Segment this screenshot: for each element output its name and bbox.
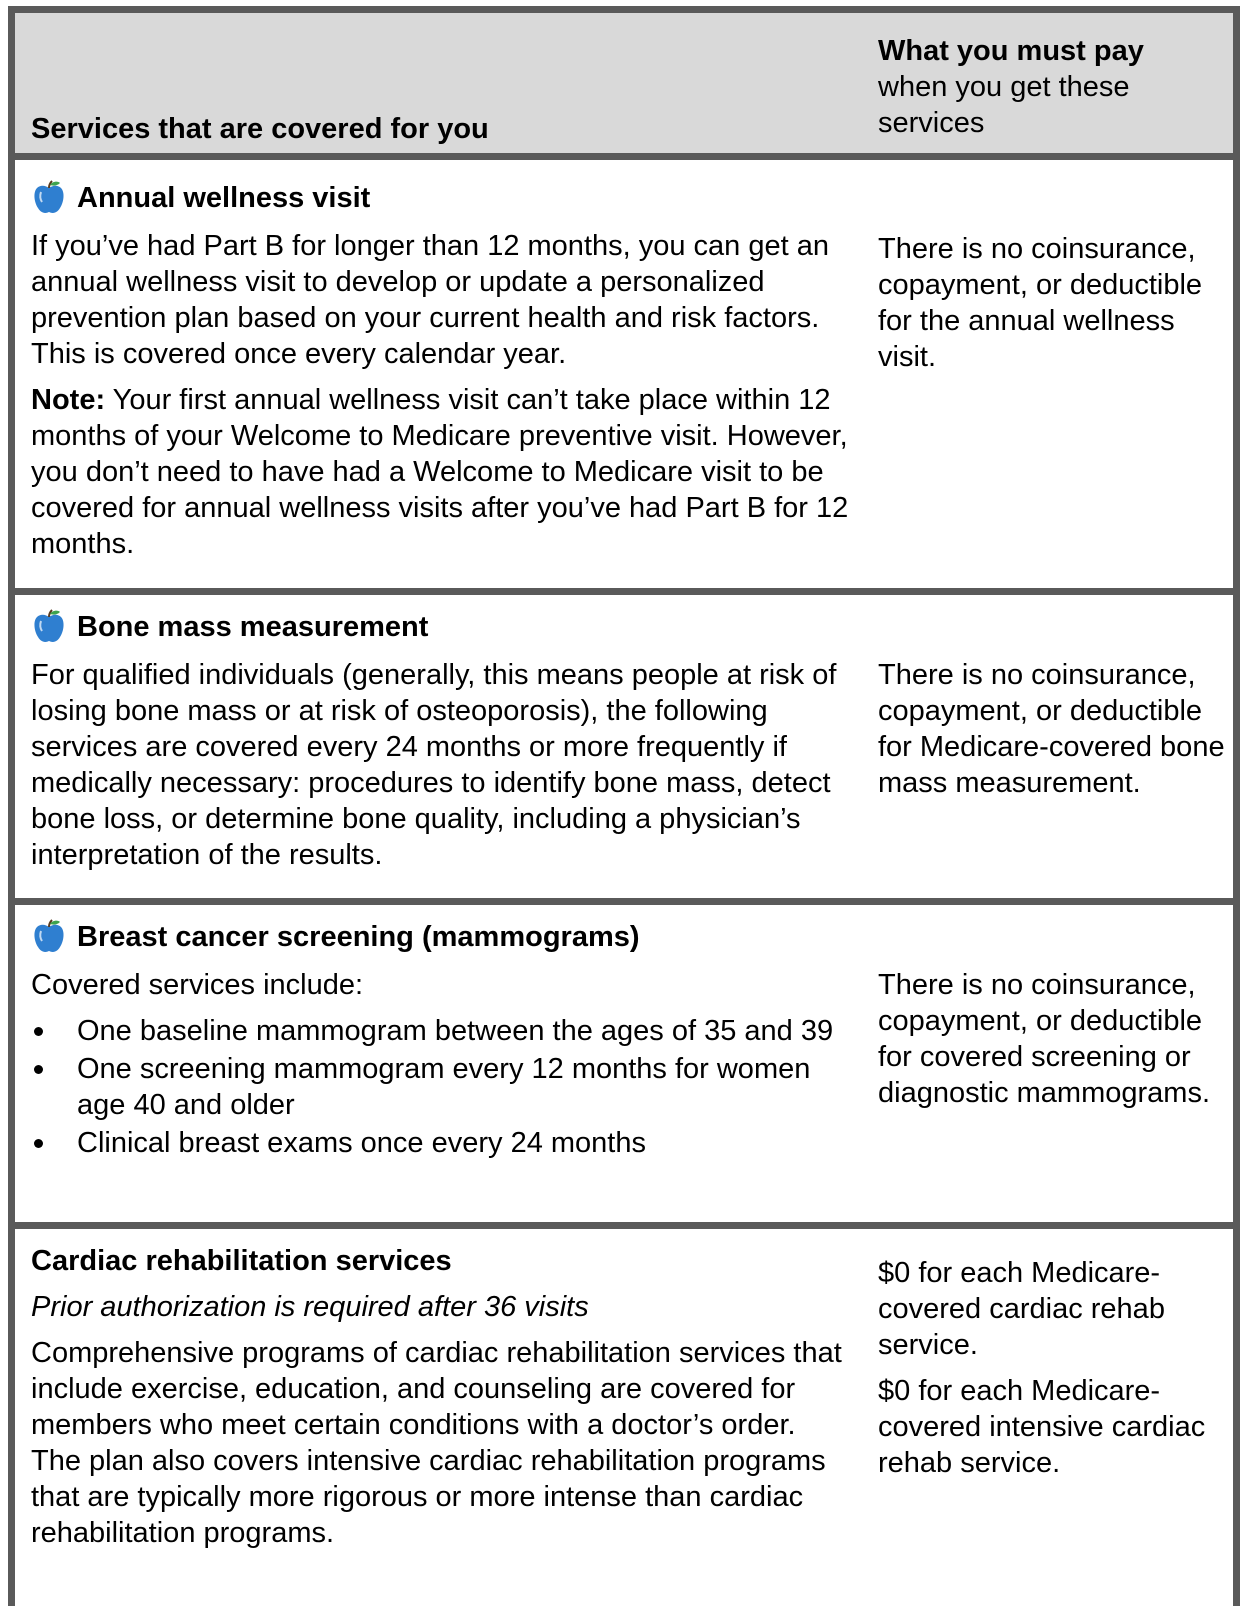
pay-cell (878, 657, 1228, 801)
list-item: One baseline mammogram between the ages of 35 and 39 (31, 1013, 851, 1049)
service-cell (31, 1243, 851, 1551)
pay-cell (878, 967, 1228, 1111)
service-description: If you’ve had Part B for longer than 12 months, you can get an annual wellness visit to develop or update a personalized prevention plan based on your current health and risk factors. This is covered once every calendar year. (31, 230, 829, 370)
pay-column-header-bold: What you must pay (878, 35, 1144, 67)
service-title: Breast cancer screening (mammograms) (31, 919, 851, 955)
pay-text: $0 for each Medicare-covered cardiac rehab service. (878, 1257, 1165, 1361)
pay-text: There is no coinsurance, copayment, or deductible for Medicare-covered bone mass measurement. (878, 659, 1225, 799)
service-cell (31, 609, 851, 873)
list-item: One screening mammogram every 12 months for women age 40 and older (31, 1051, 851, 1123)
service-title: Annual wellness visit (31, 180, 851, 216)
services-column-header: Services that are covered for you (31, 113, 489, 145)
table-header (15, 13, 1233, 160)
service-description: Covered services include: (31, 969, 364, 1001)
pay-text: There is no coinsurance, copayment, or deductible for covered screening or diagnostic mammograms. (878, 969, 1210, 1109)
pay-column-header-rest: when you get these services (878, 71, 1130, 139)
apple-icon (31, 180, 67, 216)
table-row-cardiac-rehab (15, 1222, 1233, 1622)
apple-icon (31, 919, 67, 955)
pay-column-header (878, 33, 1218, 141)
service-cell (31, 180, 851, 562)
pay-cell (878, 231, 1228, 375)
service-subtitle: Prior authorization is required after 36 visits (31, 1291, 589, 1323)
service-description: For qualified individuals (generally, this means people at risk of losing bone mass or at risk of osteoporosis), the following services are covered every 24 months or more frequently if medically necessary: procedures to identify bone mass, detect bone loss, or determine bone quality, including a physician’s interpretation of the results. (31, 659, 837, 871)
pay-text: There is no coinsurance, copayment, or deductible for the annual wellness visit. (878, 233, 1203, 373)
covered-services-list (31, 1013, 851, 1161)
table-row-bone-mass (15, 588, 1233, 898)
service-note: Note: Your first annual wellness visit can’t take place within 12 months of your Welcome to Medicare preventive visit. However, you don’t need to have had a Welcome to Medicare visit to be covered for annual wellness visits after you’ve had Part B for 12 months. (31, 384, 849, 560)
service-title: Cardiac rehabilitation services (31, 1245, 452, 1277)
service-cell (31, 919, 851, 1163)
service-title: Bone mass measurement (31, 609, 851, 645)
apple-icon (31, 609, 67, 645)
service-description: Comprehensive programs of cardiac rehabilitation services that include exercise, education, and counseling are covered for members who meet certain conditions with a doctor’s order. The plan also covers intensive cardiac rehabilitation programs that are typically more rigorous or more intense than cardiac rehabilitation programs. (31, 1337, 842, 1549)
table-row-breast-cancer (15, 898, 1233, 1222)
pay-text: $0 for each Medicare-covered intensive cardiac rehab service. (878, 1375, 1206, 1479)
list-item: Clinical breast exams once every 24 months (31, 1125, 851, 1161)
benefits-table (8, 6, 1240, 1606)
table-row-annual-wellness (15, 160, 1233, 588)
pay-cell (878, 1255, 1228, 1481)
